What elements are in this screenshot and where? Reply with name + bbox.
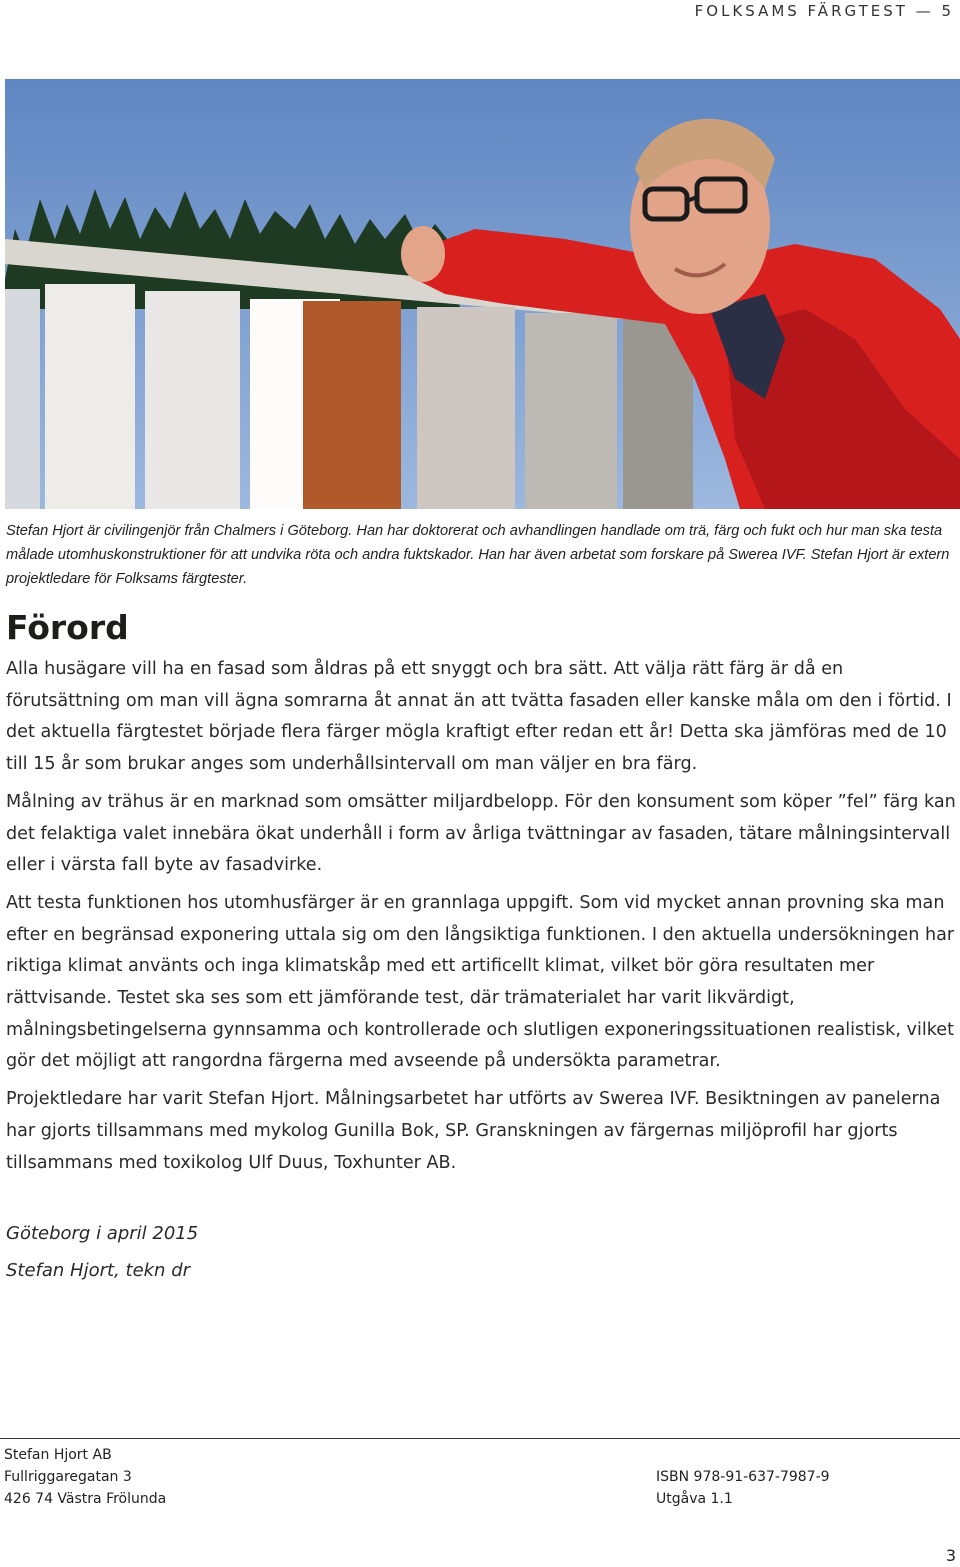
footer-publication-info (656, 1466, 830, 1510)
isbn: ISBN 978-91-637-7987-9 (656, 1469, 830, 1485)
company-name: Stefan Hjort AB (4, 1447, 112, 1463)
page-title: Förord (6, 608, 129, 647)
photo-caption (6, 519, 956, 591)
paragraph: Målning av trähus är en marknad som omsätter miljardbelopp. För den konsument som köper ”fel” färg kan det felaktiga valet innebära ökat underhåll i form av årliga tvättningar av fasaden, tätare målningsintervall eller i värsta fall byte av fasadvirke. (6, 791, 956, 876)
article-body (6, 654, 956, 1185)
footer-address (4, 1444, 166, 1510)
signature: Stefan Hjort, tekn dr (6, 1260, 191, 1281)
edition: Utgåva 1.1 (656, 1491, 733, 1507)
paragraph: Alla husägare vill ha en fasad som åldras på ett snyggt och bra sätt. Att välja rätt färg är då en förutsättning om man vill ägna somrarna åt annat än att tvätta fasaden eller kanske måla om den i förtid. I det aktuella färgtestet började flera färger mögla kraftigt efter redan ett år! Detta ska jämföras med de 10 till 15 år som brukar anges som underhållsintervall om man väljer en bra färg. (6, 659, 952, 775)
place-date: Göteborg i april 2015 (6, 1223, 199, 1244)
paragraph: Projektledare har varit Stefan Hjort. Målningsarbetet har utförts av Swerea IVF. Besiktningen av panelerna har gjorts tillsammans med mykolog Gunilla Bok, SP. Granskningen av färgernas miljöprofil har gjorts tillsammans med toxikolog Ulf Duus, Toxhunter AB. (6, 1089, 941, 1173)
footer-divider (0, 1438, 960, 1439)
page-number: 3 (945, 1546, 956, 1565)
portrait-photo (5, 79, 960, 509)
running-head: FOLKSAMS FÄRGTEST — 5 (694, 2, 954, 20)
paragraph: Att testa funktionen hos utomhusfärger är en grannlaga uppgift. Som vid mycket annan provning ska man efter en begränsad exponering uttala sig om den långsiktiga funktionen. I den aktuella undersökningen har riktiga klimat använts och inga klimatskåp med ett artificellt klimat, vilket bör göra resultaten mer rättvisande. Testet ska ses som ett jämförande test, där trämaterialet har varit likvärdigt, målningsbetingelserna gynnsamma och kontrollerade och slutligen exponeringssituationen realistisk, vilket gör det möjligt att rangordna färgerna med avseende på undersökta parametrar. (6, 892, 955, 1072)
city-address: 426 74 Västra Frölunda (4, 1491, 167, 1507)
street-address: Fullriggaregatan 3 (4, 1469, 132, 1485)
signoff (6, 1215, 198, 1289)
caption-text: Stefan Hjort är civilingenjör från Chalmers i Göteborg. Han har doktorerat och avhandlingen handlade om trä, färg och fukt och hur man ska testa målade utomhuskonstruktioner för att undvika röta och andra fuktskador. Han har även arbetat som forskare på Swerea IVF. Stefan Hjort är extern projektledare för Folksams färgtester. (6, 523, 950, 587)
